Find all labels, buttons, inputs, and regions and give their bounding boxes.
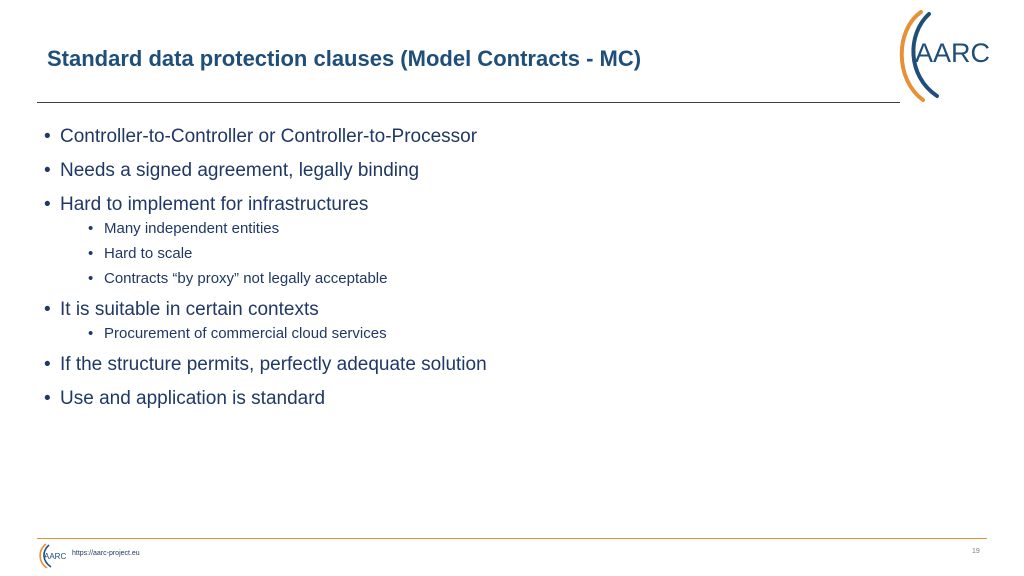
sub-bullet-list xyxy=(60,219,487,289)
bullet-text: It is suitable in certain contexts xyxy=(60,299,319,320)
bullet-marker: • xyxy=(44,299,51,320)
sub-bullet-marker: • xyxy=(88,270,94,287)
sub-bullet-marker: • xyxy=(88,245,94,262)
sub-bullet-item xyxy=(60,324,487,344)
bullet-item xyxy=(44,352,487,378)
bullet-text: Use and application is standard xyxy=(60,388,326,409)
bullet-item xyxy=(44,158,487,184)
bullet-marker: • xyxy=(44,126,51,147)
sub-bullet-text: Hard to scale xyxy=(104,245,193,262)
sub-bullet-item xyxy=(60,219,487,239)
sub-bullet-marker: • xyxy=(88,325,94,342)
aarc-logo xyxy=(893,10,1003,102)
footer-divider xyxy=(37,538,987,539)
bullet-marker: • xyxy=(44,388,51,409)
page-number: 19 xyxy=(972,548,980,555)
sub-bullet-marker: • xyxy=(88,220,94,237)
bullet-text: If the structure permits, perfectly adequate solution xyxy=(60,354,487,375)
bullet-item xyxy=(44,297,487,344)
bullet-marker: • xyxy=(44,160,51,181)
bullet-marker: • xyxy=(44,194,51,215)
sub-bullet-text: Procurement of commercial cloud services xyxy=(104,325,387,342)
sub-bullet-text: Many independent entities xyxy=(104,220,280,237)
bullet-item xyxy=(44,124,487,150)
bullet-text: Needs a signed agreement, legally binding xyxy=(60,160,420,181)
bullet-text: Hard to implement for infrastructures xyxy=(60,194,369,215)
sub-bullet-list xyxy=(60,324,487,344)
footer-aarc-logo xyxy=(38,543,70,569)
bullet-marker: • xyxy=(44,354,51,375)
sub-bullet-item xyxy=(60,244,487,264)
slide-title: Standard data protection clauses (Model Contracts - MC) xyxy=(47,46,642,71)
bullet-list xyxy=(44,124,487,420)
bullet-item xyxy=(44,192,487,289)
bullet-item xyxy=(44,386,487,412)
footer-logo-text: AARC xyxy=(44,552,67,561)
sub-bullet-text: Contracts “by proxy” not legally acceptable xyxy=(104,270,388,287)
sub-bullet-item xyxy=(60,269,487,289)
footer-url[interactable]: https://aarc-project.eu xyxy=(72,550,140,557)
logo-text: AARC xyxy=(915,38,991,68)
bullet-text: Controller-to-Controller or Controller-to-Processor xyxy=(60,126,478,147)
title-divider xyxy=(37,102,900,103)
